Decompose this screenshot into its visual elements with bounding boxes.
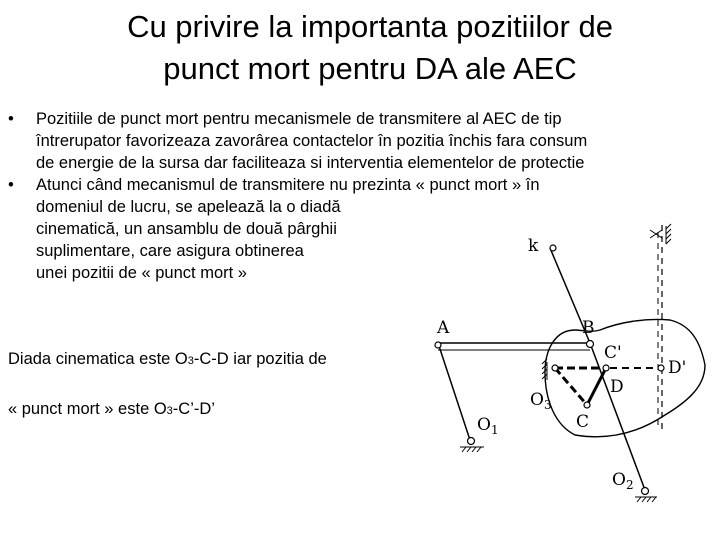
link-b-o2: [590, 343, 645, 490]
region-outline: [545, 319, 705, 436]
bullet-marker: •: [8, 176, 14, 194]
label-b: B: [582, 318, 595, 338]
joint-o2: [642, 488, 649, 495]
joint-a: [435, 342, 441, 348]
label-o2-sub: 2: [625, 478, 634, 492]
bullet-2-line-5: unei pozitii de « punct mort »: [36, 264, 247, 282]
label-o2-letter: O: [612, 470, 626, 490]
label-d: D: [610, 377, 624, 397]
label-a: A: [437, 318, 450, 338]
dyad-text-post: -C-D iar pozitia de: [193, 350, 327, 368]
support-o2-hatch: [635, 497, 657, 502]
bullet-1-line-1: Pozitiile de punct mort pentru mecanismele de transmitere al AEC de tip: [36, 110, 562, 128]
bullet-1-line-2: întrerupator favorizeaza zavorârea contactelor în pozitia închis fara consum: [36, 132, 588, 150]
label-o3-sub: 3: [543, 398, 552, 412]
label-o1-sub: 1: [490, 423, 499, 437]
dyad-link-o3-c: [555, 368, 587, 405]
bullet-2-line-2: domeniul de lucru, se apelează la o diadă: [36, 198, 341, 216]
dead-point-text-post: -C’-D’: [172, 400, 215, 418]
bullet-2-line-1: Atunci când mecanismul de transmitere nu prezinta « punct mort » în: [36, 176, 540, 194]
bullet-2-line-3: cinematică, un ansamblu de două pârghii: [36, 220, 337, 238]
bullet-marker: •: [8, 110, 14, 128]
label-c: C: [576, 412, 590, 432]
support-top-hatch: [650, 224, 671, 244]
joint-o3: [552, 365, 558, 371]
joint-k: [550, 245, 556, 251]
bullet-2-line-4: suplimentare, care asigura obtinerea: [36, 242, 304, 260]
joint-d-prime: [658, 365, 664, 371]
label-o2: [612, 470, 634, 492]
title-line-1: Cu privire la importanta pozitiilor de: [127, 9, 613, 44]
label-o3: [530, 390, 552, 412]
support-o1-hatch: [460, 447, 484, 452]
label-d-prime: D': [668, 358, 687, 378]
label-o1: [477, 415, 499, 437]
dead-point-text-pre: « punct mort » este O: [8, 400, 167, 418]
joint-b: [587, 341, 594, 348]
slide-title: [20, 6, 720, 90]
dead-point-text-subscript: 3: [166, 405, 173, 417]
label-c-prime: C': [604, 343, 622, 363]
label-k: k: [528, 236, 539, 256]
dyad-text-subscript: 3: [187, 355, 194, 367]
dead-point-text: [8, 398, 215, 422]
link-o1-a: [438, 343, 470, 440]
dyad-definition-text: [8, 348, 327, 372]
label-o1-letter: O: [477, 415, 491, 435]
mechanism-diagram: [420, 215, 720, 540]
bullet-1-line-3: de energie de la sursa dar faciliteaza si interventia elementelor de protectie: [36, 154, 585, 172]
title-line-2: punct mort pentru DA ale AEC: [163, 51, 577, 86]
joint-c: [584, 402, 590, 408]
bullet-item-1: [8, 108, 720, 174]
joint-o1: [468, 438, 475, 445]
label-o3-letter: O: [530, 390, 544, 410]
joint-c-prime: [603, 365, 609, 371]
dyad-link-c-d: [587, 368, 606, 405]
dyad-text-pre: Diada cinematica este O: [8, 350, 188, 368]
